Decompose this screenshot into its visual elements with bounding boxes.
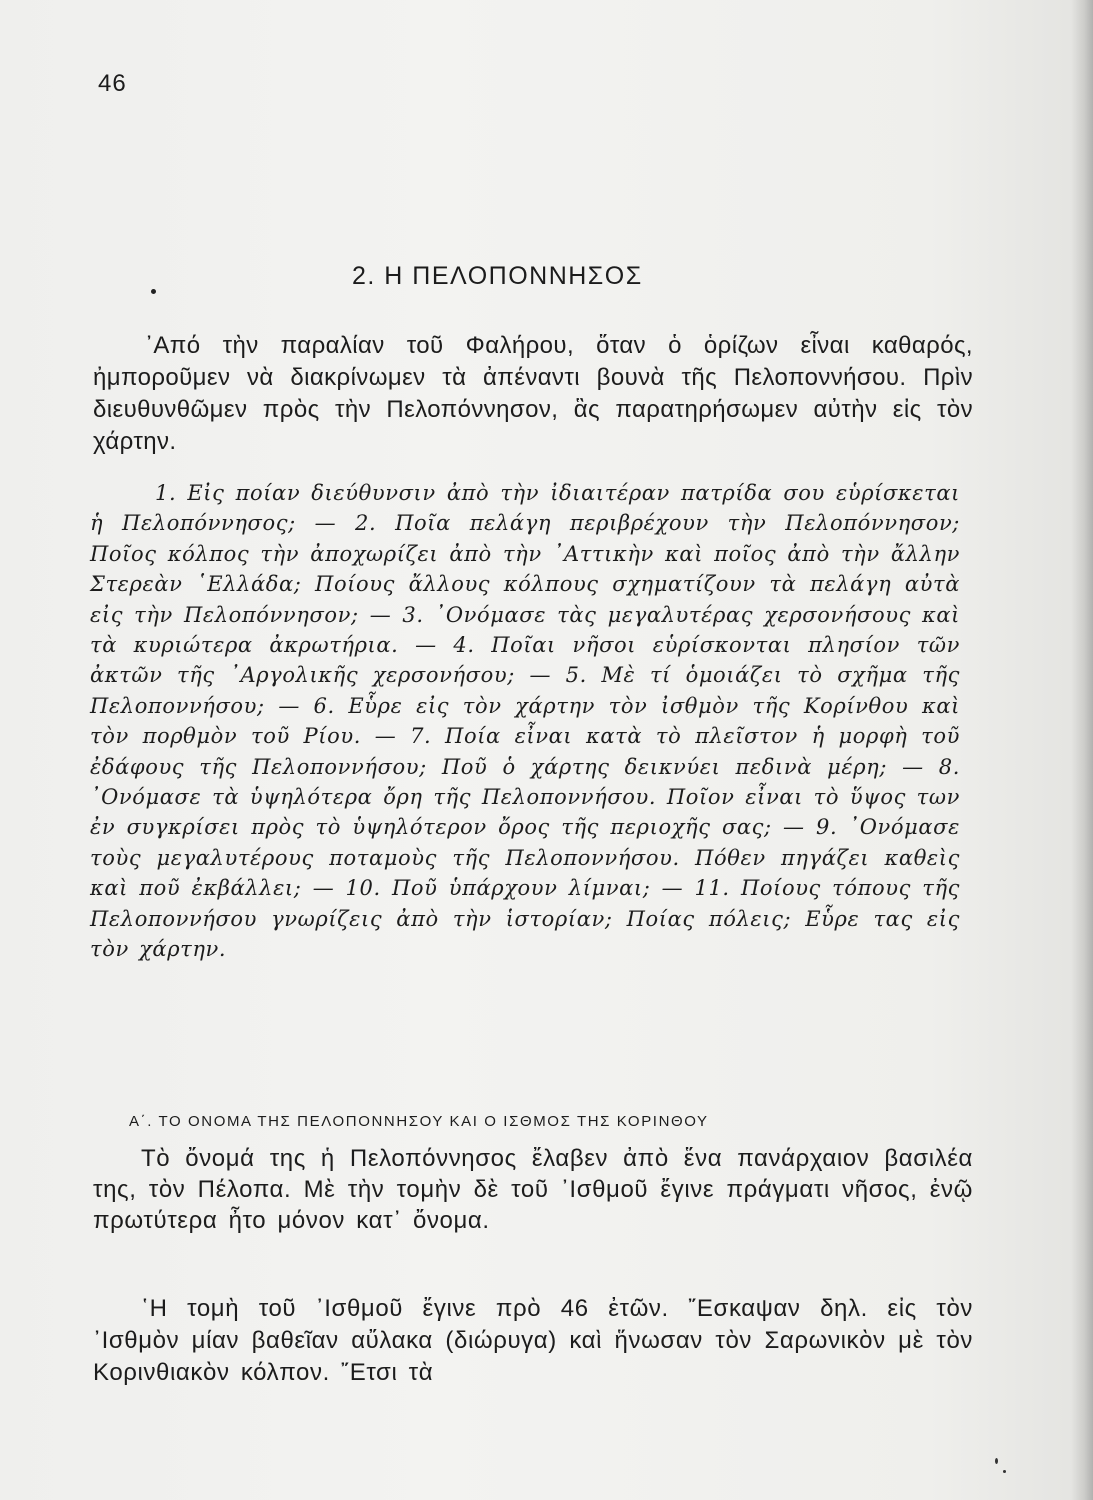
questions-paragraph: 1. Εἰς ποίαν διεύθυνσιν ἀπὸ τὴν ἰδιαιτέραν πατρίδα σου εὑρίσκεται ἡ Πελοπόννησος; — 2. Ποῖα πελάγη περιβρέχουν τὴν Πελοπόννησον; Ποῖος κόλπος τὴν ἀποχωρίζει ἀπὸ τὴν ᾿Αττικὴν καὶ ποῖος ἀπὸ τὴν ἄλλην Στερεὰν ῾Ελλάδα; Ποίους ἄλλους κόλπους σχηματίζουν τὰ πελάγη αὐτὰ εἰς τὴν Πελοπόννησον; — 3. ᾿Ονόμασε τὰς μεγαλυτέρας χερσονήσους καὶ τὰ κυριώτερα ἀκρωτήρια. — 4. Ποῖαι νῆσοι εὑρίσκονται πλησίον τῶν ἀκτῶν τῆς ᾿Αργολικῆς χερσονήσου; — 5. Μὲ τί ὁμοιάζει τὸ σχῆμα τῆς Πελοποννήσου; — 6. Εὗρε εἰς τὸν χάρτην τὸν ἰσθμὸν τῆς Κορίνθου καὶ τὸν πορθμὸν τοῦ Ρίου. — 7. Ποία εἶναι κατὰ τὸ πλεῖστον ἡ μορφὴ τοῦ ἐδάφους τῆς Πελοποννήσου; Ποῦ ὁ χάρτης δεικνύει πεδινὰ μέρη; — 8. ᾿Ονόμασε τὰ ὑψηλότερα ὄρη τῆς Πελοποννήσου. Ποῖον εἶναι τὸ ὕψος των ἐν συγκρίσει πρὸς τὸ ὑψηλότερον ὄρος τῆς περιοχῆς σας; — 9. ᾿Ονόμασε τοὺς μεγαλυτέρους ποταμοὺς τῆς Πελοποννήσου. Πόθεν πηγάζει καθεὶς καὶ ποῦ ἐκβάλλει; — 10. Ποῦ ὑπάρχουν λίμναι; — 11. Ποίους τόπους τῆς Πελοποννήσου γνωρίζεις ἀπὸ τὴν ἱστορίαν; Ποίας πόλεις; Εὗρε τας εἰς τὸν χάρτην. [90,481,960,962]
spine-shadow [1071,0,1093,1500]
chapter-title: 2. Η ΠΕΛΟΠΟΝΝΗΣΟΣ [352,262,643,290]
page-number: 46 [98,70,127,97]
body-paragraph-2: ῾Η τομὴ τοῦ ᾽Ισθμοῦ ἔγινε πρὸ 46 ἐτῶν. ῎Εσκαψαν δηλ. εἰς τὸν ᾽Ισθμὸν μίαν βαθεῖαν αὔλακα (διώρυγα) καὶ ἥνωσαν τὸν Σαρωνικὸν μὲ τὸν Κορινθιακὸν κόλπον. ῎Ετσι τὰ [93,1295,973,1386]
paper-speck [995,1458,998,1464]
paper-speck [1003,1470,1006,1473]
section-heading: Α΄. ΤΟ ΟΝΟΜΑ ΤΗΣ ΠΕΛΟΠΟΝΝΗΣΟΥ ΚΑΙ Ο ΙΣΘΜΟΣ ΤΗΣ ΚΟΡΙΝΘΟΥ [129,1113,709,1130]
print-mark-dot [151,289,156,294]
body-paragraph-1: Τὸ ὄνομά της ἡ Πελοπόννησος ἔλαβεν ἀπὸ ἕνα πανάρχαιον βασιλέα της, τὸν Πέλοπα. Μὲ τὴν τομὴν δὲ τοῦ ᾽Ισθμοῦ ἔγινε πράγματι νῆσος, ἐνῷ πρωτύτερα ἦτο μόνον κατ᾽ ὄνομα. [93,1145,973,1234]
intro-paragraph: ᾿Από τὴν παραλίαν τοῦ Φαλήρου, ὅταν ὁ ὁρίζων εἶναι καθαρός, ἠμποροῦμεν νὰ διακρίνωμεν τὰ ἀπέναντι βουνὰ τῆς Πελοποννήσου. Πρὶν διευθυνθῶμεν πρὸς τὴν Πελοπόννησον, ἃς παρατηρήσωμεν αὐτὴν εἰς τὸν χάρτην. [93,332,973,455]
